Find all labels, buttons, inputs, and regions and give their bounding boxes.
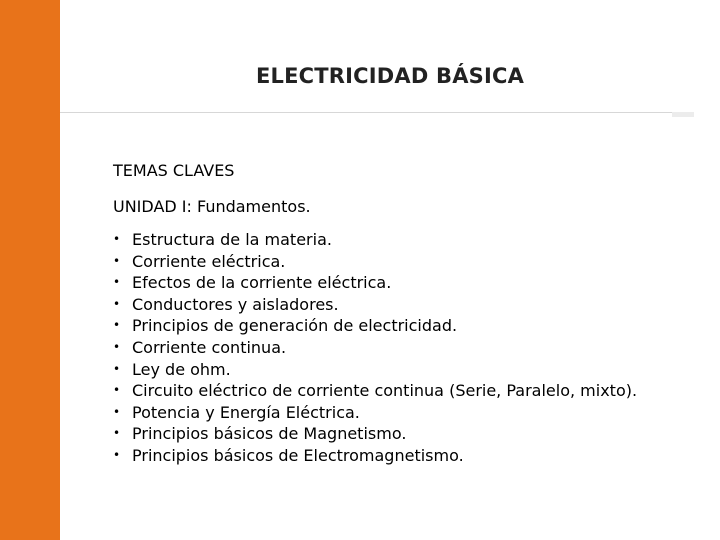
slide-title: ELECTRICIDAD BÁSICA (255, 64, 525, 88)
title-divider (60, 112, 694, 113)
topic-item: • Estructura de la materia. (113, 229, 683, 251)
section-heading: TEMAS CLAVES (113, 161, 235, 180)
unit-label: UNIDAD I: Fundamentos. (113, 197, 311, 216)
topic-list (113, 229, 683, 467)
topic-item: • Principios básicos de Magnetismo. (113, 423, 683, 445)
topic-item: • Principios de generación de electricidad. (113, 315, 683, 337)
topic-item: • Efectos de la corriente eléctrica. (113, 272, 683, 294)
topic-item: • Corriente eléctrica. (113, 251, 683, 273)
topic-item: • Principios básicos de Electromagnetismo. (113, 445, 683, 467)
topic-item: • Ley de ohm. (113, 359, 683, 381)
accent-sidebar (0, 0, 60, 540)
topic-item: • Potencia y Energía Eléctrica. (113, 402, 683, 424)
topic-item: • Circuito eléctrico de corriente continua (Serie, Paralelo, mixto). (113, 380, 683, 402)
topic-item: • Conductores y aisladores. (113, 294, 683, 316)
divider-end-cap (672, 112, 694, 117)
topic-item: • Corriente continua. (113, 337, 683, 359)
